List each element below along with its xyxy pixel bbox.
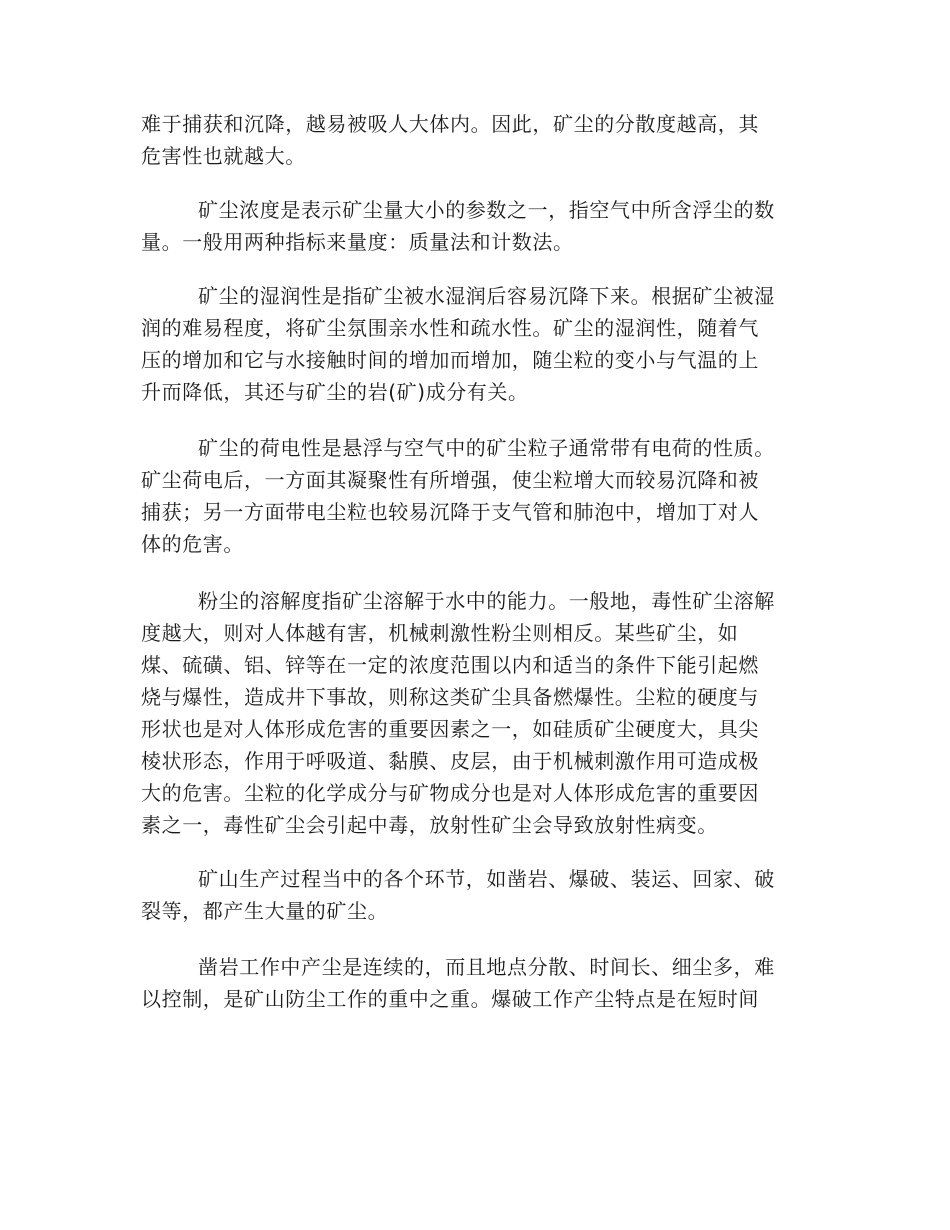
text-line: 裂等，都产生大量的矿尘。	[141, 899, 389, 923]
text-line: 烧与爆性，造成井下事故，则称这类矿尘具备燃爆性。尘粒的硬度与	[141, 685, 759, 709]
paragraph	[141, 194, 805, 258]
text-line: 矿尘浓度是表示矿尘量大小的参数之一，指空气中所含浮尘的数	[198, 198, 775, 222]
text-line: 润的难易程度，将矿尘氛围亲水性和疏水性。矿尘的湿润性，随着气	[141, 316, 759, 340]
text-line: 矿尘的荷电性是悬浮与空气中的矿尘粒子通常带有电荷的性质。	[198, 436, 775, 460]
text-line: 形状也是对人体形成危害的重要因素之一，如硅质矿尘硬度大，具尖	[141, 717, 759, 741]
text-line: 度越大，则对人体越有害，机械刺激性粉尘则相反。某些矿尘，如	[141, 621, 739, 645]
text-line: 体的危害。	[141, 532, 244, 556]
paragraph	[141, 585, 805, 841]
paragraph	[141, 951, 805, 1015]
text-line: 矿尘的湿润性是指矿尘被水湿润后容易沉降下来。根据矿尘被湿	[198, 284, 775, 308]
text-line: 难于捕获和沉降，越易被吸人大体内。因此，矿尘的分散度越高，其	[141, 112, 759, 136]
text-line: 煤、硫磺、铝、锌等在一定的浓度范围以内和适当的条件下能引起燃	[141, 653, 759, 677]
text-line: 压的增加和它与水接触时间的增加而增加，随尘粒的变小与气温的上	[141, 348, 759, 372]
paragraph	[141, 280, 805, 408]
text-line: 矿尘荷电后，一方面其凝聚性有所增强，使尘粒增大而较易沉降和被	[141, 468, 759, 492]
text-line: 凿岩工作中产尘是连续的，而且地点分散、时间长、细尘多，难	[198, 955, 775, 979]
text-line: 升而降低，其还与矿尘的岩(矿)成分有关。	[141, 380, 529, 404]
document-page	[141, 108, 805, 1035]
text-line: 大的危害。尘粒的化学成分与矿物成分也是对人体形成危害的重要因	[141, 781, 759, 805]
text-line: 量。一般用两种指标来量度：质量法和计数法。	[141, 230, 574, 254]
text-line: 素之一，毒性矿尘会引起中毒，放射性矿尘会导致放射性病变。	[141, 813, 718, 837]
text-line: 矿山生产过程当中的各个环节，如凿岩、爆破、装运、回家、破	[198, 867, 775, 891]
text-line: 粉尘的溶解度指矿尘溶解于水中的能力。一般地，毒性矿尘溶解	[198, 589, 775, 613]
paragraph	[141, 432, 805, 560]
text-line: 捕获；另一方面带电尘粒也较易沉降于支气管和肺泡中，增加丁对人	[141, 500, 759, 524]
paragraph	[141, 108, 805, 172]
text-line: 棱状形态，作用于呼吸道、黏膜、皮层，由于机械刺激作用可造成极	[141, 749, 759, 773]
paragraph	[141, 863, 805, 927]
text-line: 危害性也就越大。	[141, 144, 306, 168]
text-line: 以控制，是矿山防尘工作的重中之重。爆破工作产尘特点是在短时间	[141, 987, 759, 1011]
